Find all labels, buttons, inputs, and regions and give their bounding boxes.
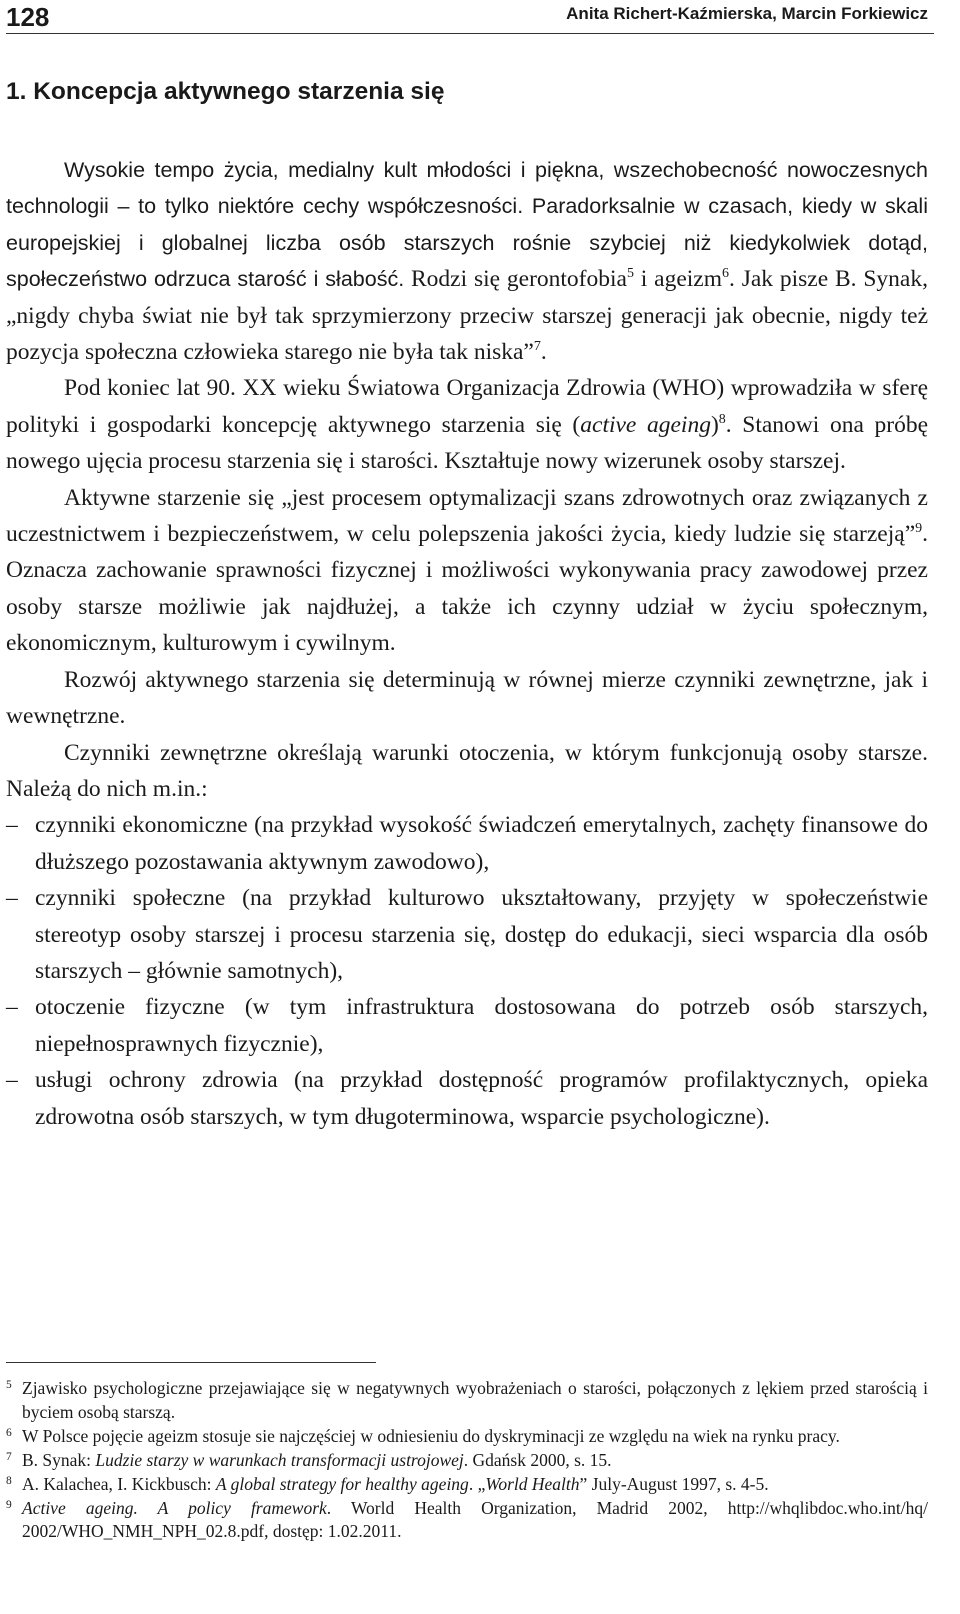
list-item-text: czynniki ekonomiczne (na przykład wysokość świadczeń emerytalnych, zachęty finansowe do dłuższego pozostawania aktywnym zawodowo), — [35, 812, 928, 875]
footnote-text-a: B. Synak: — [22, 1449, 96, 1470]
paragraph-2-text-a: Pod koniec lat 90. XX wieku Światowa Organizacja Zdrowia (WHO) wprowadziła w sferę polityki i gospodarki koncepcję aktywnego starzenia się ( — [6, 375, 928, 438]
paragraph-2-term: active ageing — [580, 411, 711, 438]
list-item — [6, 989, 928, 1062]
footnote-text: W Polsce pojęcie ageizm stosuje sie najczęściej w odniesieniu do dyskryminacji ze względu na wiek na rynku pracy. — [22, 1425, 840, 1446]
list-item — [6, 1062, 928, 1135]
footnote-text-b: . Gdańsk 2000, s. 15. — [463, 1449, 612, 1470]
section-title: 1. Koncepcja aktywnego starzenia się — [6, 78, 445, 105]
paragraph-2-text-c: . Stanowi ona próbę nowego ujęcia procesu starzenia się i starości. Kształtuje nowy wizerunek osoby starszej. — [6, 411, 929, 475]
footnote-ref-6[interactable]: 6 — [722, 266, 730, 282]
running-head-authors: Anita Richert-Kaźmierska, Marcin Forkiewicz — [566, 4, 928, 23]
footnote-7 — [6, 1449, 928, 1473]
footnote-number: 9 — [6, 1498, 12, 1511]
dash-bullet: – — [6, 885, 18, 912]
footnote-book-title: Ludzie starzy w warunkach transformacji ustrojowej — [95, 1449, 464, 1470]
footnote-6 — [6, 1425, 928, 1449]
body-text — [6, 152, 928, 1135]
paragraph-4: Rozwój aktywnego starzenia się determinują w równej mierze czynniki zewnętrzne, jak i wewnętrzne. — [6, 666, 928, 730]
dash-bullet: – — [6, 1067, 18, 1094]
footnote-number: 5 — [6, 1379, 12, 1391]
paragraph-3-text-b: . Oznacza zachowanie sprawności fizycznej i możliwości wykonywania pracy zawodowej przez osoby starsze możliwie jak najdłużej, a także ich czynny udział w życiu społecznym, ekonomicznym, kulturowym i cywilnym. — [6, 521, 928, 657]
paragraph-1-text-d: . Jak pisze B. Synak, „nigdy chyba świat nie był tak sprzymierzony przeciw starszej generacji jak obecnie, nigdy też pozycja społeczna człowieka starego nie była tak niska” — [6, 266, 928, 366]
paragraph-1-text-e: . — [540, 339, 547, 366]
external-factors-list — [6, 807, 928, 1135]
footnotes — [6, 1377, 928, 1544]
footnote-number: 6 — [6, 1426, 12, 1439]
footnote-8 — [6, 1473, 928, 1497]
list-item-text: czynniki społeczne (na przykład kulturowo ukształtowany, przyjęty w społeczeństwie stereotyp osoby starszej i procesu starzenia się, dostęp do edukacji, sieci wsparcia dla osób starszych – głównie samotnych), — [35, 885, 928, 984]
page-header — [6, 0, 934, 34]
list-item — [6, 807, 928, 880]
page-number: 128 — [6, 2, 50, 32]
footnote-text: Zjawisko psychologiczne przejawiające się w negatywnych wyobrażeniach o starości, połączonych z lękiem przed starością i byciem osobą starszą. — [22, 1378, 928, 1422]
footnote-number: 7 — [6, 1450, 12, 1463]
footnote-ref-9[interactable]: 9 — [915, 521, 923, 537]
paragraph-1-lead: Wysokie tempo życia, medialny kult młodości i piękna, wszechobecność nowoczesnych technologii – to tylko niektóre cechy współczesności. Paradorksalnie w czasach, kiedy w skali europejskiej i globalnej liczba osób starszych rośnie szybciej niż kiedykolwiek dotąd, społeczeństwo odrzuca starość i słabość. — [6, 158, 928, 292]
footnote-journal-title: World Health — [485, 1473, 580, 1494]
paragraph-1 — [6, 152, 928, 370]
paragraph-2-text-b: ) — [710, 411, 719, 438]
paragraph-5: Czynniki zewnętrzne określają warunki otoczenia, w którym funkcjonują osoby starsze. Należą do nich m.in.: — [6, 739, 928, 802]
list-item-text: otoczenie fizyczne (w tym infrastruktura dostosowana do potrzeb osób starszych, niepełnosprawnych fizycznie), — [35, 994, 928, 1057]
footnote-article-title: A global strategy for healthy ageing — [215, 1473, 469, 1494]
footnote-text-c: ” July-August 1997, s. 4-5. — [579, 1473, 769, 1494]
footnote-text-a: A. Kalachea, I. Kickbusch: — [22, 1473, 216, 1494]
paragraph-1-text-b: Rodzi się gerontofobia — [404, 266, 627, 293]
footnote-separator — [6, 1362, 376, 1363]
paragraph-2 — [6, 370, 928, 479]
paragraph-1-text-c: i ageizm — [633, 266, 723, 293]
footnote-report-title: Active ageing. A policy framework — [22, 1497, 327, 1518]
list-item-text: usługi ochrony zdrowia (na przykład dostępność programów profilaktycznych, opieka zdrowotna osób starszych, w tym długoterminowa, wsparcie psychologiczne). — [35, 1067, 928, 1130]
footnote-text-a: . World Health Organization, Madrid 2002, http://whqlibdoc.who.int/hq/ 2002/WHO_NMH_NPH_02.8.pdf, dostęp: 1.02.2011. — [22, 1497, 928, 1542]
paragraph-3 — [6, 480, 928, 662]
paragraph-3-text-a: Aktywne starzenie się „jest procesem optymalizacji szans zdrowotnych oraz związanych z uczestnictwem i bezpieczeństwem, w celu polepszenia jakości życia, kiedy ludzie się starzeją” — [6, 484, 928, 548]
footnote-9 — [6, 1497, 928, 1545]
footnote-ref-5[interactable]: 5 — [626, 266, 634, 282]
list-item — [6, 880, 928, 989]
footnote-5 — [6, 1377, 928, 1425]
dash-bullet: – — [6, 812, 18, 839]
footnote-text-b: . „ — [468, 1473, 486, 1494]
footnote-number: 8 — [6, 1474, 12, 1487]
dash-bullet: – — [6, 994, 18, 1021]
footnote-ref-8[interactable]: 8 — [718, 411, 726, 427]
footnote-ref-7[interactable]: 7 — [533, 339, 541, 355]
